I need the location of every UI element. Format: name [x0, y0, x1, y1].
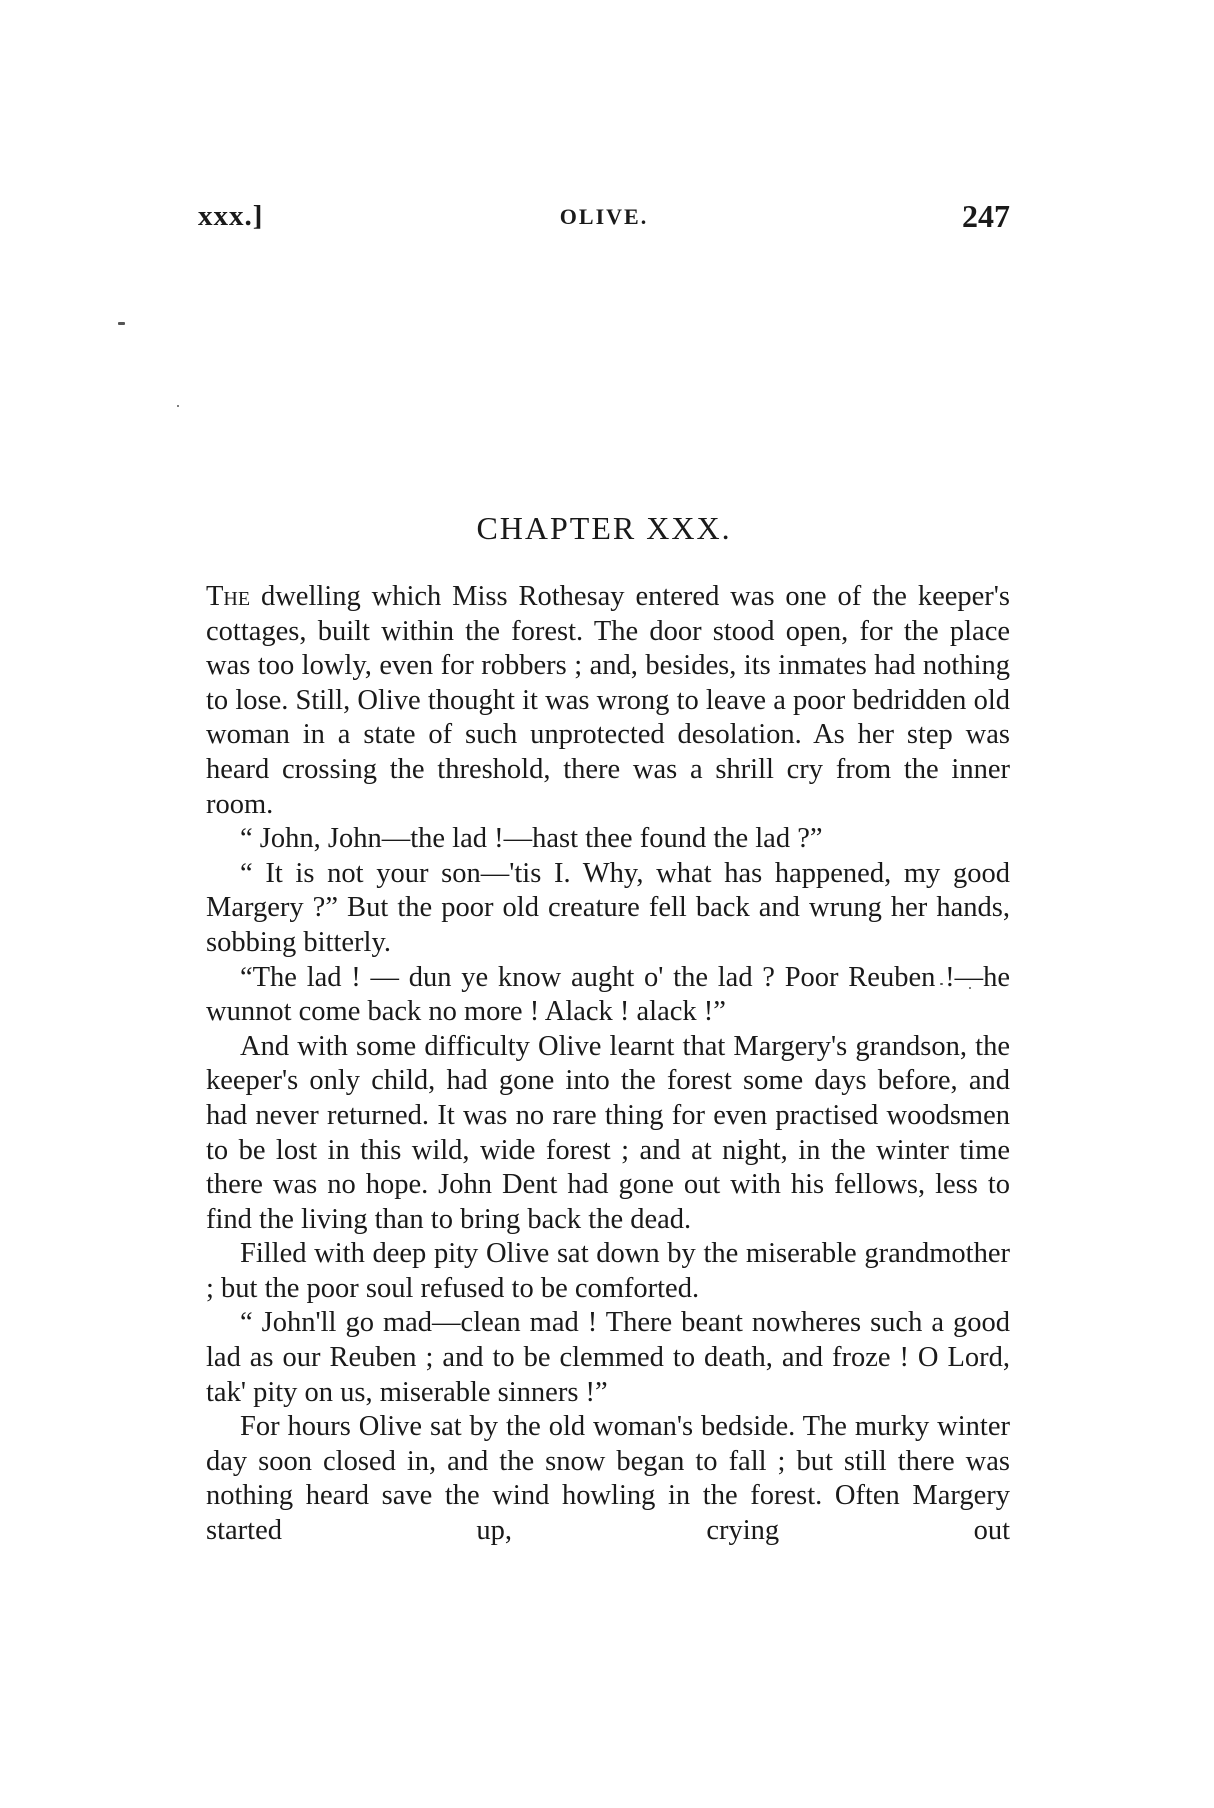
paragraph-text: dwelling which Miss Rothesay entered was one of the keeper's cottages, built within the forest. The door stood open, for the place was too lowly, even for robbers ; and, besides, its inmates had nothing to lose. Still, Olive thought it was wrong to leave a poor bedridden old woman in a state of such unprotected desolation. As her step was heard crossing the threshold, there was a shrill cry from the inner room.: [206, 581, 1010, 820]
paragraph-lead-word: The: [206, 581, 251, 612]
paragraph: “ John'll go mad—clean mad ! There beant nowheres such a good lad as our Reuben ; and to be clemmed to death, and froze ! O Lord, tak' pity on us, miserable sinners !”: [206, 1307, 1010, 1408]
chapter-marker: xxx.]: [198, 200, 264, 232]
paragraph: [206, 580, 1010, 822]
paragraph: And with some difficulty Olive learnt that Margery's grandson, the keeper's only child, had gone into the forest some days before, and had never returned. It was no rare thing for even practised woodsmen to be lost in this wild, wide forest ; and at night, in the winter time there was no hope. John Dent had gone out with his fellows, less to find the living than to bring back the dead.: [206, 1030, 1010, 1235]
paragraph: “The lad ! — dun ye know aught o' the lad ? Poor Reuben !—he wunnot come back no more ! Alack ! alack !”: [206, 961, 1010, 1028]
print-speck: [177, 405, 179, 407]
running-title: OLIVE.: [559, 204, 649, 229]
paragraph: “ John, John—the lad !—hast thee found the lad ?”: [240, 823, 823, 855]
paragraph: Filled with deep pity Olive sat down by the miserable grandmother ; but the poor soul refused to be comforted.: [206, 1238, 1010, 1304]
chapter-title: CHAPTER XXX.: [476, 510, 732, 546]
print-speck: [118, 322, 125, 325]
paragraph: For hours Olive sat by the old woman's bedside. The murky winter day soon closed in, and the snow began to fall ; but still there was nothing heard save the wind howling in the forest. Often Margery started up, crying out: [206, 1411, 1010, 1547]
body-text: [206, 580, 1010, 1549]
running-header: [198, 200, 1010, 244]
paragraph: “ It is not your son—'tis I. Why, what has happened, my good Margery ?” But the poor old creature fell back and wrung her hands, sobbing bitterly.: [206, 857, 1010, 958]
page-number: 247: [962, 198, 1010, 234]
